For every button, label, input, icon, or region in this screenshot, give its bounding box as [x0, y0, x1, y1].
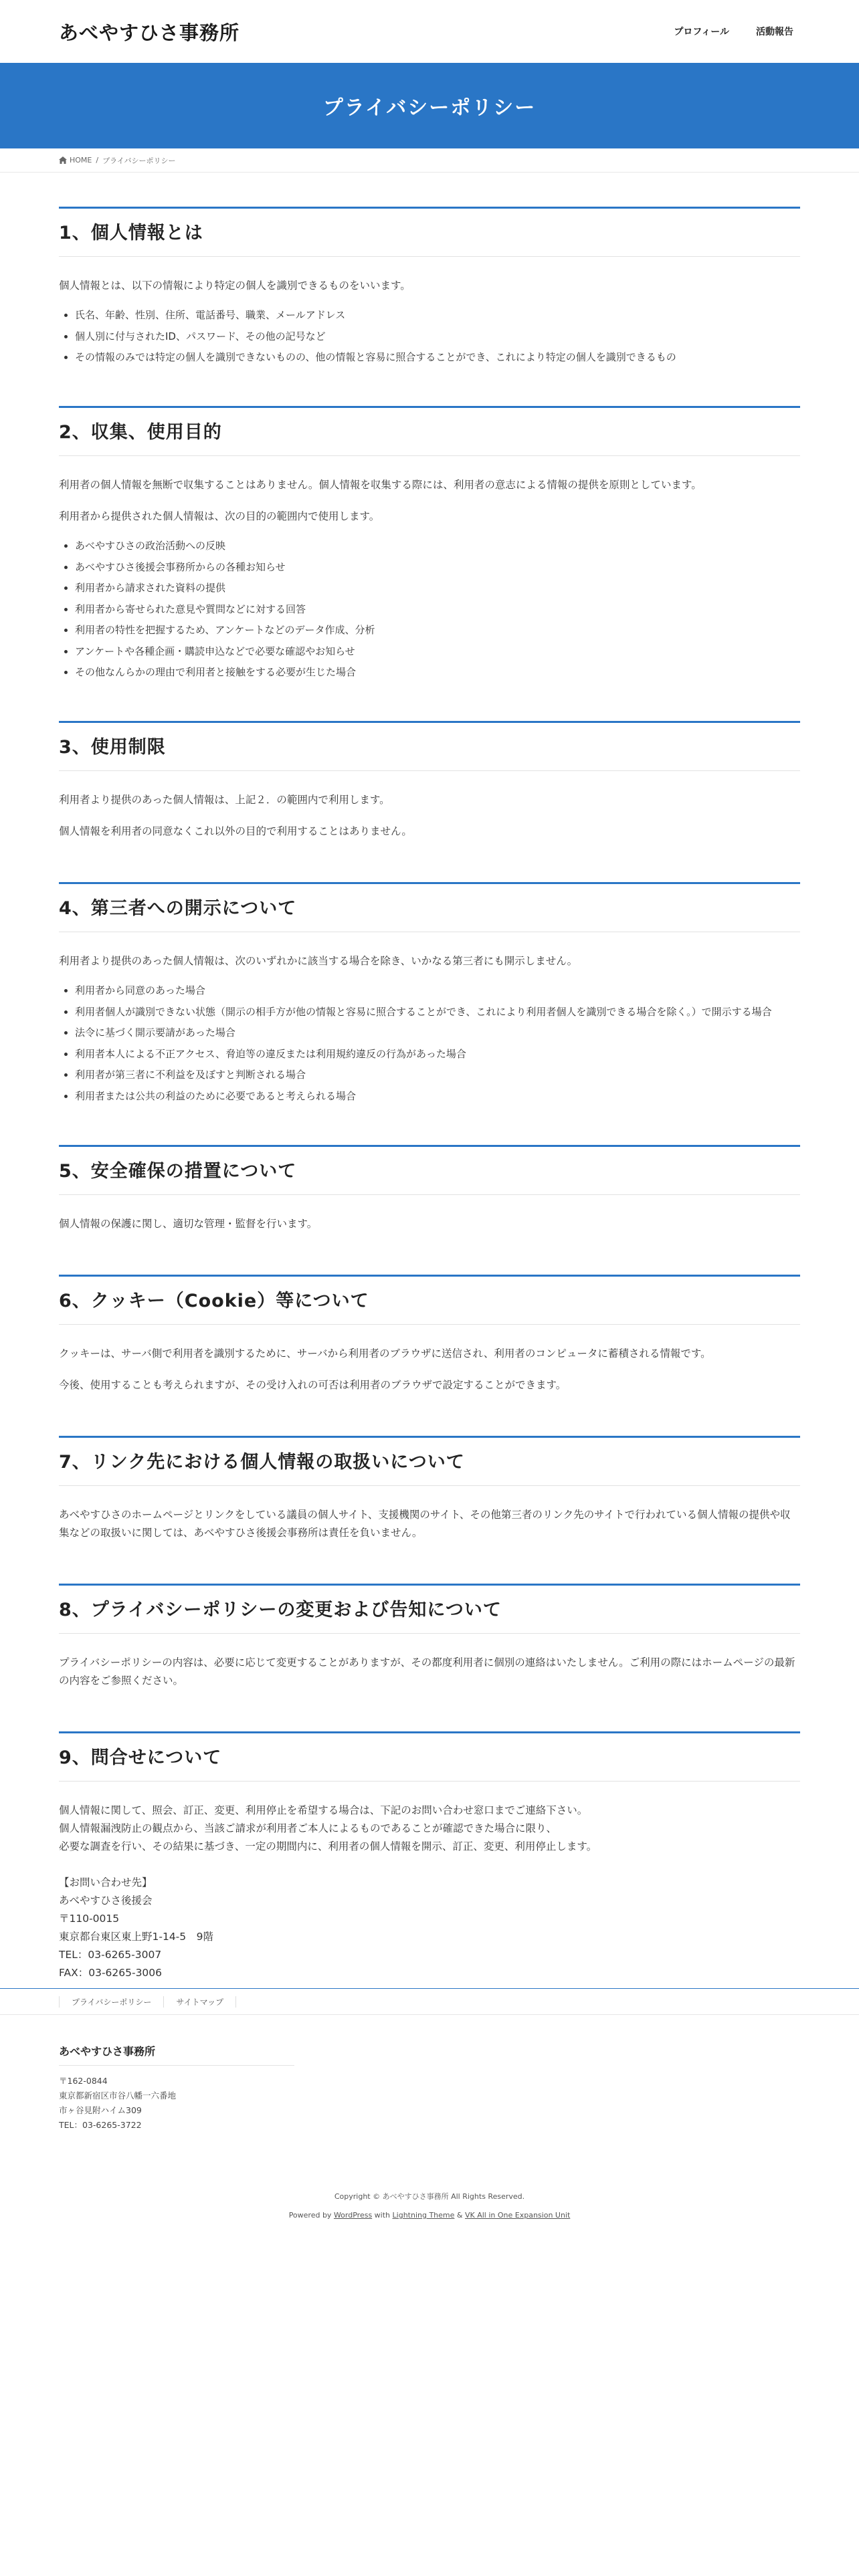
footer-widget-title: あべやすひさ事務所	[59, 2043, 294, 2066]
section-paragraph: 利用者の個人情報を無断で収集することはありません。個人情報を収集する際には、利用者の意志による情報の提供を原則としています。	[59, 479, 702, 491]
section-paragraph: 必要な調査を行い、その結果に基づき、一定の期間内に、利用者の個人情報を開示、訂正、変更、利用停止します。	[59, 1840, 597, 1852]
site-header	[0, 0, 859, 63]
list-item: • あべやすひさの政治活動への反映	[75, 539, 800, 553]
site-logo[interactable]: あべやすひさ事務所	[59, 21, 240, 44]
list-item: • 利用者本人による不正アクセス、脅迫等の違反または利用規約違反の行為があった場合	[75, 1047, 800, 1061]
policy-section	[59, 1584, 800, 1690]
section-heading: 6、クッキー（Cookie）等について	[59, 1275, 800, 1325]
section-heading: 3、使用制限	[59, 721, 800, 771]
list-item: • 利用者から寄せられた意見や質問などに対する回答	[75, 603, 800, 617]
section-paragraph: クッキーは、サーバ側で利用者を識別するために、サーバから利用者のブラウザに送信され、利用者のコンピュータに蓄積される情報です。	[59, 1347, 711, 1360]
footer-widget-line: 市ヶ谷見附ハイム309	[59, 2105, 142, 2115]
section-paragraph: あべやすひさのホームページとリンクをしている議員の個人サイト、支援機関のサイト、その他第三者のリンク先のサイトで行われている個人情報の提供や収集などの取扱いに関しては、あべやすひさ後援会事務所は責任を負いません。	[59, 1508, 791, 1539]
section-list	[75, 308, 800, 364]
list-item: • 氏名、年齢、性別、住所、電話番号、職業、メールアドレス	[75, 308, 800, 322]
contact-address-line: あべやすひさ後援会	[59, 1894, 153, 1907]
footer-link-sitemap[interactable]: サイトマップ	[163, 1996, 236, 2008]
section-paragraph: 利用者より提供のあった個人情報は、次のいずれかに該当する場合を除き、いかなる第三者にも開示しません。	[59, 955, 578, 967]
section-heading: 1、個人情報とは	[59, 207, 800, 257]
breadcrumb-home-label: HOME	[70, 156, 92, 165]
page-header	[0, 63, 859, 148]
list-item: • その他なんらかの理由で利用者と接触をする必要が生じた場合	[75, 665, 800, 679]
section-paragraph: 利用者から提供された個人情報は、次の目的の範囲内で使用します。	[59, 510, 380, 522]
section-paragraph: 個人情報の保護に関し、適切な管理・監督を行います。	[59, 1217, 318, 1230]
section-heading: 4、第三者への開示について	[59, 882, 800, 932]
policy-section	[59, 721, 800, 841]
policy-section	[59, 1436, 800, 1542]
section-paragraph: 個人情報とは、以下の情報により特定の個人を識別できるものをいいます。	[59, 280, 411, 292]
contact-address-line: FAX：03-6265‐3006	[59, 1966, 163, 1979]
breadcrumb-separator: /	[96, 156, 99, 165]
list-item: • 利用者から請求された資料の提供	[75, 581, 800, 595]
powered-by-prefix: Powered by	[288, 2211, 334, 2220]
section-heading: 9、問合せについて	[59, 1731, 800, 1782]
powered-by	[0, 2206, 859, 2225]
list-item: • 利用者から同意のあった場合	[75, 984, 800, 998]
list-item: • 利用者個人が識別できない状態（開示の相手方が他の情報と容易に照合することができ、これにより利用者個人を識別できる場合を除く。）で開示する場合	[75, 1005, 800, 1019]
list-item: • アンケートや各種企画・購読申込などで必要な確認やお知らせ	[75, 645, 800, 659]
contact-section	[59, 1731, 800, 1982]
section-paragraph: プライバシーポリシーの内容は、必要に応じて変更することがありますが、その都度利用者に個別の連絡はいたしません。ご利用の際にはホームページの最新の内容をご参照ください。	[59, 1656, 795, 1687]
main-content	[0, 173, 859, 1982]
section-list	[75, 984, 800, 1103]
breadcrumb-home-link[interactable]	[59, 156, 92, 165]
section-list	[75, 539, 800, 679]
policy-section	[59, 207, 800, 364]
breadcrumb-current: プライバシーポリシー	[102, 156, 176, 165]
footer-link-privacy-policy[interactable]: プライバシーポリシー	[59, 1996, 163, 2008]
copyright-text: Copyright © あべやすひさ事務所 All Rights Reserved.	[334, 2192, 525, 2201]
copyright-area	[0, 2187, 859, 2225]
section-heading: 8、プライバシーポリシーの変更および告知について	[59, 1584, 800, 1634]
section-heading: 5、安全確保の措置について	[59, 1145, 800, 1195]
list-item: • 法令に基づく開示要請があった場合	[75, 1026, 800, 1040]
list-item: • 利用者が第三者に不利益を及ぼすと判断される場合	[75, 1068, 800, 1082]
page-title: プライバシーポリシー	[322, 96, 537, 120]
section-paragraph: 今後、使用することも考えられますが、その受け入れの可否は利用者のブラウザで設定することができます。	[59, 1378, 567, 1391]
nav-item-profile[interactable]: プロフィール	[674, 27, 729, 37]
wordpress-link[interactable]: WordPress	[333, 2211, 373, 2220]
list-item: • 利用者の特性を把握するため、アンケートなどのデータ作成、分析	[75, 623, 800, 637]
breadcrumb	[0, 148, 859, 173]
section-heading: 2、収集、使用目的	[59, 406, 800, 456]
policy-section	[59, 406, 800, 679]
lightning-theme-link[interactable]: Lightning Theme	[392, 2211, 455, 2220]
footer-widget-line: 〒162-0844	[59, 2076, 108, 2086]
home-icon	[59, 156, 67, 164]
section-paragraph: 個人情報漏洩防止の観点から、当該ご請求が利用者ご本人によるものであることが確認できた場合に限り、	[59, 1822, 557, 1834]
policy-section	[59, 1275, 800, 1394]
list-item: • 利用者または公共の利益のために必要であると考えられる場合	[75, 1089, 800, 1103]
spacer	[59, 1856, 800, 1874]
powered-by-with: with	[372, 2211, 393, 2220]
list-item: • 個人別に付与されたID、パスワード、その他の記号など	[75, 330, 800, 344]
contact-address-line: TEL：03-6265‐3007	[59, 1948, 162, 1961]
nav-item-activity-report[interactable]: 活動報告	[756, 27, 793, 37]
section-paragraph: 個人情報に関して、照会、訂正、変更、利用停止を希望する場合は、下記のお問い合わせ窓口までご連絡下さい。	[59, 1804, 588, 1816]
list-item: • その情報のみでは特定の個人を識別できないものの、他の情報と容易に照合することができ、これにより特定の個人を識別できるもの	[75, 350, 800, 364]
footer-nav	[0, 1988, 859, 2015]
contact-address-line: 東京都台東区東上野1-14-5 9階	[59, 1930, 213, 1943]
footer-widget-line: 東京都新宿区市谷八幡一六番地	[59, 2090, 177, 2101]
section-paragraph: 個人情報を利用者の同意なくこれ以外の目的で利用することはありません。	[59, 825, 412, 837]
footer-widget	[59, 2043, 294, 2133]
section-paragraph: 利用者より提供のあった個人情報は、上記２．の範囲内で利用します。	[59, 794, 390, 806]
policy-section	[59, 1145, 800, 1233]
contact-address-line: 【お問い合わせ先】	[59, 1876, 153, 1889]
powered-by-amp: &	[454, 2211, 465, 2220]
policy-section	[59, 882, 800, 1103]
section-heading: 7、リンク先における個人情報の取扱いについて	[59, 1436, 800, 1486]
contact-address-line: 〒110-0015	[59, 1912, 120, 1925]
footer-widget-line: TEL：03-6265-3722	[59, 2120, 142, 2130]
vk-expansion-unit-link[interactable]: VK All in One Expansion Unit	[464, 2211, 571, 2220]
list-item: • あべやすひさ後援会事務所からの各種お知らせ	[75, 560, 800, 574]
global-nav	[674, 25, 793, 38]
